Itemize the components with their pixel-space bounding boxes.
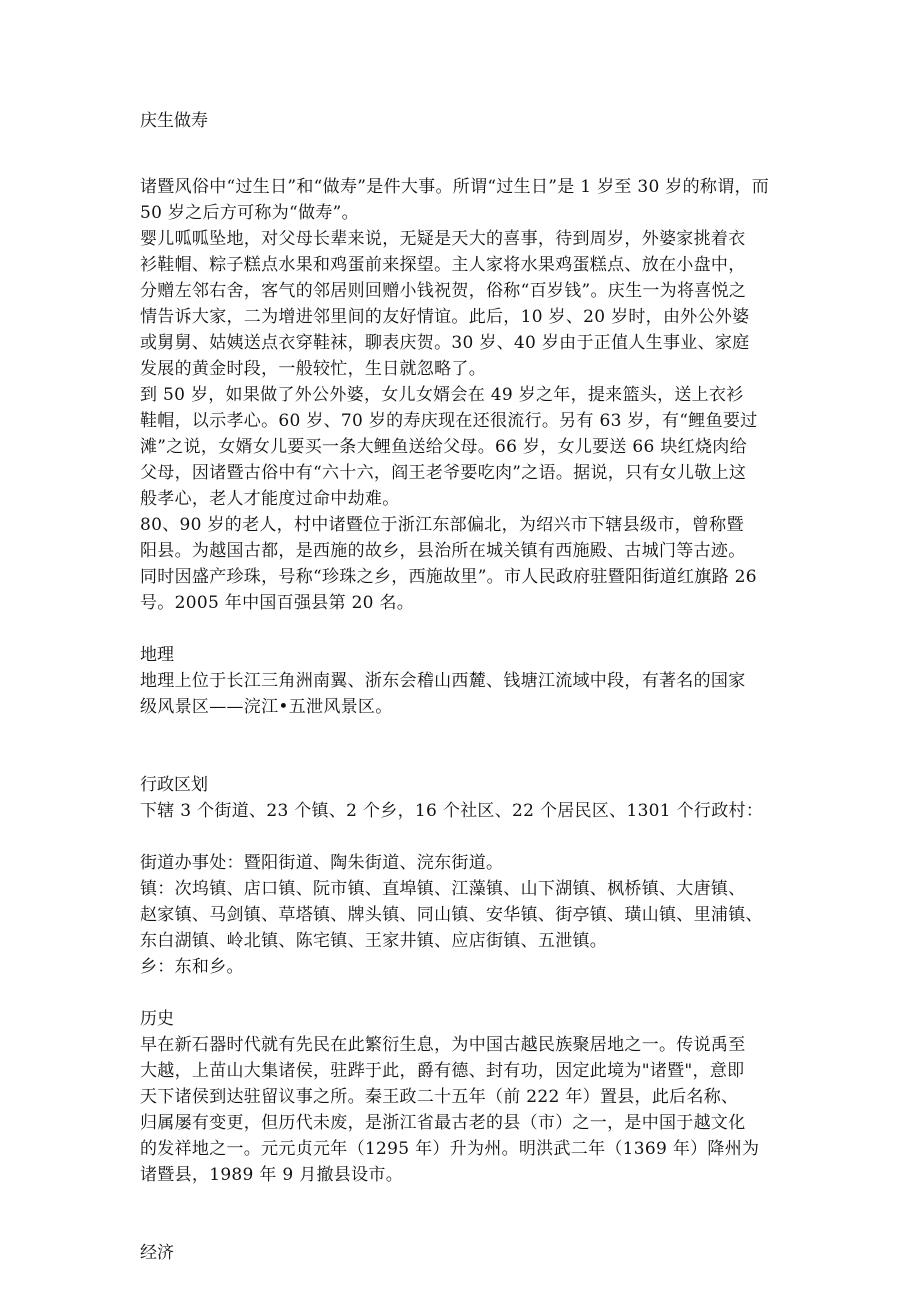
section-title-geography: 地理 xyxy=(140,645,174,665)
paragraph-line: 大越，上苗山大集诸侯，驻跸于此，爵有德、封有功，因定此境为"诸暨"，意即 xyxy=(140,1061,745,1081)
paragraph-line: 情告诉大家，二为增进邻里间的友好情谊。此后，10 岁、20 岁时，由外公外婆 xyxy=(140,307,750,327)
paragraph-line: 诸暨县，1989 年 9 月撤县设市。 xyxy=(140,1165,403,1185)
paragraph-line: 阳县。为越国古都，是西施的故乡，县治所在城关镇有西施殿、古城门等古迹。 xyxy=(140,541,746,561)
paragraph-line: 同时因盛产珍珠，号称“珍珠之乡，西施故里”。市人民政府驻暨阳街道红旗路 26 xyxy=(140,567,757,587)
paragraph-line: 天下诸侯到达驻留议事之所。秦王政二十五年（前 222 年）置县，此后名称、 xyxy=(140,1087,739,1107)
paragraph-line: 到 50 岁，如果做了外公外婆，女儿女婿会在 49 岁之年，提来篮头，送上衣衫 xyxy=(140,385,744,405)
spacer xyxy=(140,980,790,1006)
spacer xyxy=(140,616,790,642)
spacer xyxy=(140,824,790,850)
spacer xyxy=(140,720,790,772)
paragraph-line: 镇：次坞镇、店口镇、阮市镇、直埠镇、江藻镇、山下湖镇、枫桥镇、大唐镇、 xyxy=(140,879,746,899)
section-title-birthday: 庆生做寿 xyxy=(140,111,208,131)
paragraph-line: 街道办事处：暨阳街道、陶朱街道、浣东街道。 xyxy=(140,853,504,873)
paragraph-line: 80、90 岁的老人，村中诸暨位于浙江东部偏北，为绍兴市下辖县级市，曾称暨 xyxy=(140,515,744,535)
section-title-admin: 行政区划 xyxy=(140,775,208,795)
paragraph-line: 或舅舅、姑姨送点衣穿鞋袜，聊表庆贺。30 岁、40 岁由于正值人生事业、家庭 xyxy=(140,333,750,353)
admin-summary: 下辖 3 个街道、23 个镇、2 个乡，16 个社区、22 个居民区、1301 个行政村： xyxy=(140,801,764,821)
section-title-history: 历史 xyxy=(140,1009,174,1029)
spacer xyxy=(140,1188,790,1240)
paragraph-line: 衫鞋帽、粽子糕点水果和鸡蛋前来探望。主人家将水果鸡蛋糕点、放在小盘中， xyxy=(140,255,746,275)
document-body xyxy=(140,108,790,1266)
spacer xyxy=(140,160,790,174)
paragraph-line: 归属屡有变更，但历代未废，是浙江省最古老的县（市）之一，是中国于越文化 xyxy=(140,1113,746,1133)
paragraph-line: 赵家镇、马剑镇、草塔镇、牌头镇、同山镇、安华镇、街亭镇、璜山镇、里浦镇、 xyxy=(140,905,763,925)
paragraph-line: 父母，因诸暨古俗中有“六十六，阎王老爷要吃肉”之语。据说，只有女儿敬上这 xyxy=(140,463,747,483)
paragraph-line: 50 岁之后方可称为“做寿”。 xyxy=(140,203,359,223)
paragraph-line: 号。2005 年中国百强县第 20 名。 xyxy=(140,593,415,613)
paragraph-line: 发展的黄金时段，一般较忙，生日就忽略了。 xyxy=(140,359,486,379)
paragraph-line: 东白湖镇、岭北镇、陈宅镇、王家井镇、应店街镇、五泄镇。 xyxy=(140,931,608,951)
paragraph-line: 的发祥地之一。元元贞元年（1295 年）升为州。明洪武二年（1369 年）降州为 xyxy=(140,1139,760,1159)
paragraph-line: 地理上位于长江三角洲南翼、浙东会稽山西麓、钱塘江流域中段，有著名的国家 xyxy=(140,671,746,691)
section-title-economy: 经济 xyxy=(140,1243,174,1263)
paragraph-line: 诸暨风俗中“过生日”和“做寿”是件大事。所谓“过生日”是 1 岁至 30 岁的称谓，而 xyxy=(140,177,770,197)
paragraph-line: 般孝心，老人才能度过命中劫难。 xyxy=(140,489,400,509)
paragraph-line: 早在新石器时代就有先民在此繁衍生息，为中国古越民族聚居地之一。传说禹至 xyxy=(140,1035,746,1055)
paragraph-line: 鞋帽，以示孝心。60 岁、70 岁的寿庆现在还很流行。另有 63 岁，有“鲤鱼要过 xyxy=(140,411,758,431)
paragraph-line: 婴儿呱呱坠地，对父母长辈来说，无疑是天大的喜事，待到周岁，外婆家挑着衣 xyxy=(140,229,746,249)
paragraph-line: 乡：东和乡。 xyxy=(140,957,244,977)
paragraph-line: 滩”之说，女婿女儿要买一条大鲤鱼送给父母。66 岁，女儿要送 66 块红烧肉给 xyxy=(140,437,747,457)
paragraph-line: 级风景区——浣江•五泄风景区。 xyxy=(140,697,393,717)
spacer xyxy=(140,134,790,160)
paragraph-line: 分赠左邻右舍，客气的邻居则回赠小钱祝贺，俗称“百岁钱”。庆生一为将喜悦之 xyxy=(140,281,747,301)
